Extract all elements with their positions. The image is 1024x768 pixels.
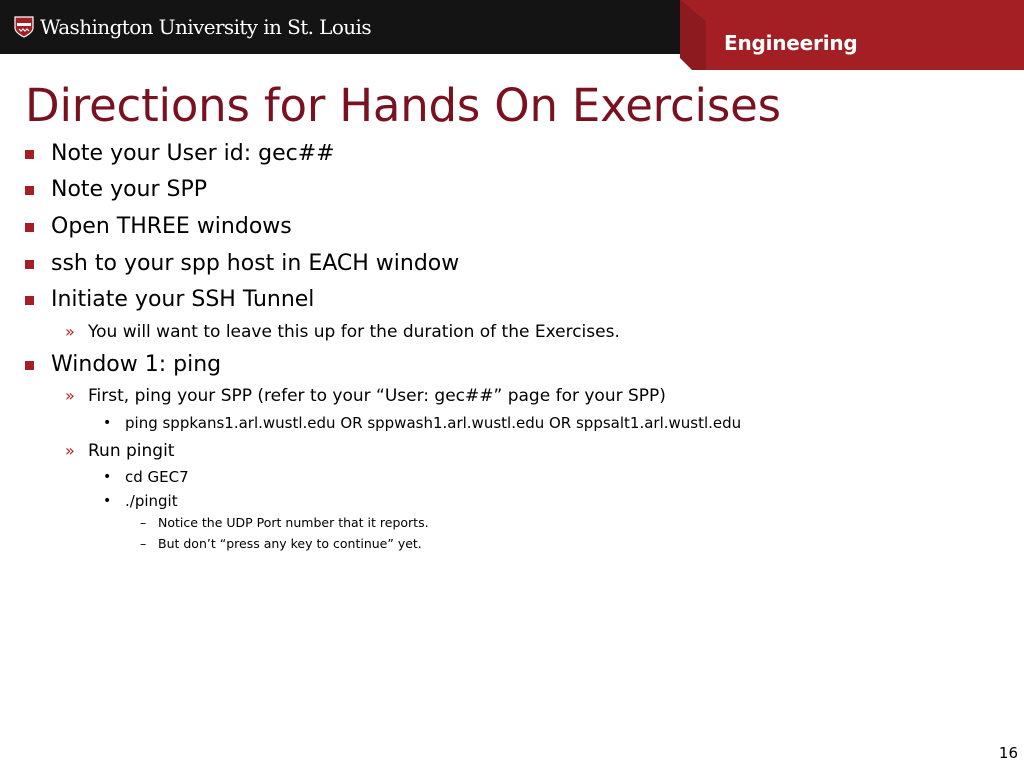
- sub-sub-bullet-text: cd GEC7: [125, 468, 189, 486]
- detail-bullet-text: But don’t “press any key to continue” yet.: [158, 536, 422, 551]
- dash-bullet-icon: –: [140, 536, 147, 551]
- square-bullet-icon: [25, 223, 34, 232]
- double-chevron-bullet-icon: »: [65, 441, 75, 460]
- shield-icon: [14, 16, 34, 38]
- bullet-text: Note your User id: gec##: [51, 141, 335, 166]
- dot-bullet-icon: •: [103, 415, 112, 431]
- header-bar: [0, 0, 1024, 70]
- dot-bullet-icon: •: [103, 469, 112, 485]
- university-name: Washington University in St. Louis: [40, 15, 372, 39]
- slide-title: Directions for Hands On Exercises: [25, 79, 781, 132]
- double-chevron-bullet-icon: »: [65, 386, 75, 405]
- sub-bullet-text: You will want to leave this up for the duration of the Exercises.: [88, 322, 620, 342]
- square-bullet-icon: [25, 296, 34, 305]
- page-number: 16: [998, 744, 1018, 762]
- bullet-text: Window 1: ping: [51, 352, 222, 377]
- square-bullet-icon: [25, 361, 34, 370]
- bullet-text: Initiate your SSH Tunnel: [51, 287, 315, 312]
- sub-bullet-text: Run pingit: [88, 441, 175, 461]
- sub-sub-bullet-text: ping sppkans1.arl.wustl.edu OR sppwash1.arl.wustl.edu OR sppsalt1.arl.wustl.edu: [125, 414, 742, 432]
- bullet-text: ssh to your spp host in EACH window: [51, 251, 460, 276]
- school-name: Engineering: [724, 31, 858, 55]
- bullet-text: Open THREE windows: [51, 214, 292, 239]
- double-chevron-bullet-icon: »: [65, 322, 75, 341]
- dot-bullet-icon: •: [103, 493, 112, 509]
- detail-bullet-text: Notice the UDP Port number that it reports.: [158, 515, 429, 530]
- square-bullet-icon: [25, 186, 34, 195]
- square-bullet-icon: [25, 260, 34, 269]
- sub-bullet-text: First, ping your SPP (refer to your “User: gec##” page for your SPP): [88, 386, 666, 406]
- sub-sub-bullet-text: ./pingit: [125, 492, 178, 510]
- dash-bullet-icon: –: [140, 515, 147, 530]
- university-logo: [14, 12, 371, 42]
- bullet-text: Note your SPP: [51, 177, 208, 202]
- square-bullet-icon: [25, 150, 34, 159]
